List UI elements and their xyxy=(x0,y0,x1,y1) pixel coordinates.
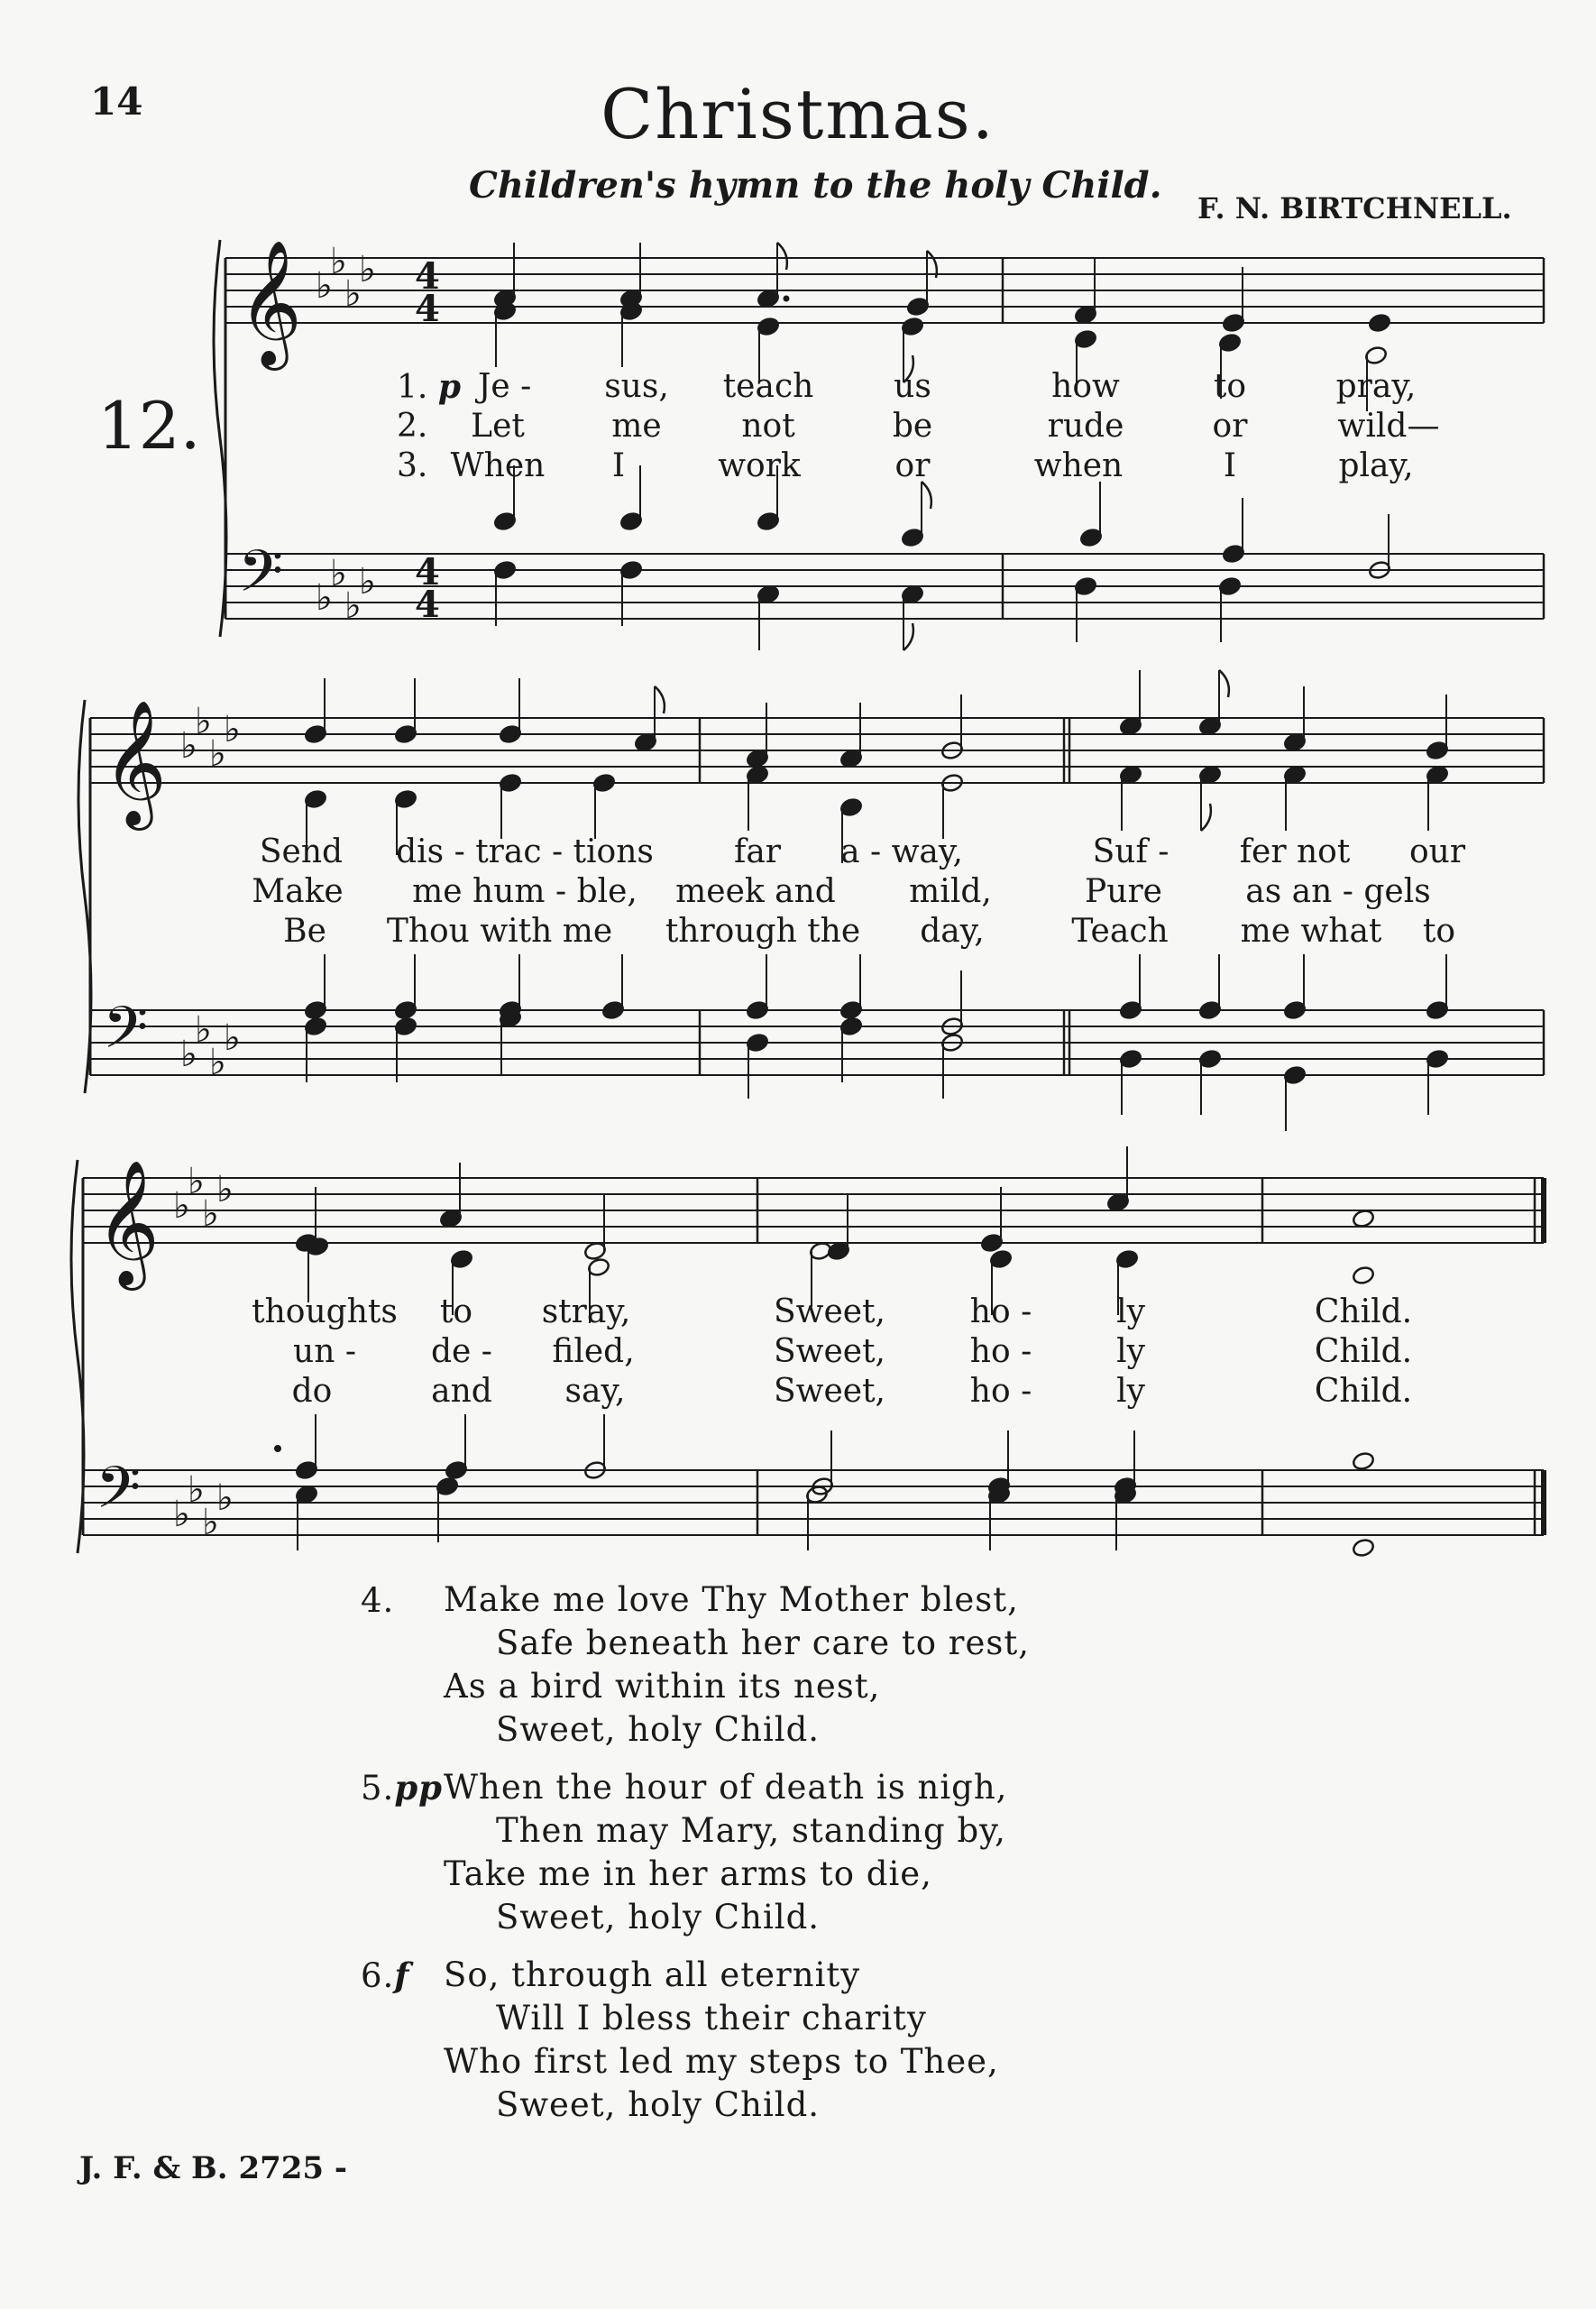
flat-sign: ♭ xyxy=(330,553,347,594)
lyric-syllable: Send xyxy=(259,833,344,870)
flat-sign: ♭ xyxy=(224,1017,241,1059)
lyric-syllable: pray, xyxy=(1335,368,1417,405)
hymn-subtitle: Children's hymn to the holy Child. xyxy=(469,164,1162,207)
flat-sign: ♭ xyxy=(202,1193,219,1235)
lyric-syllable: Pure xyxy=(1085,873,1162,910)
flat-sign: ♭ xyxy=(330,241,347,282)
verse-line: Sweet, holy Child. xyxy=(496,2085,821,2124)
verse-number: 1. p xyxy=(397,368,461,406)
lyric-syllable: I xyxy=(1223,447,1237,484)
note-head xyxy=(1352,1209,1375,1229)
note-flag xyxy=(1201,804,1211,831)
lyric-syllable: meek and xyxy=(675,873,836,910)
lyric-row-s2-v2 xyxy=(0,873,1596,913)
page-number: 14 xyxy=(90,79,143,124)
note-flag xyxy=(655,686,665,713)
lyric-syllable: a - way, xyxy=(840,833,963,870)
lyric-syllable: through the xyxy=(665,913,861,950)
hymn-number: 12. xyxy=(97,388,201,464)
lyric-syllable: Teach xyxy=(1071,913,1169,950)
flat-sign: ♭ xyxy=(173,1494,190,1535)
lyric-syllable: our xyxy=(1408,833,1466,870)
note-flag xyxy=(777,243,787,270)
note-flag xyxy=(903,623,913,650)
lyric-syllable: not xyxy=(741,408,795,445)
flat-sign: ♭ xyxy=(344,585,362,627)
flat-sign: ♭ xyxy=(209,733,226,775)
bass-clef: 𝄢 xyxy=(238,538,284,620)
note-head xyxy=(1352,1265,1375,1286)
lyric-syllable: ho - xyxy=(969,1333,1032,1370)
flat-sign: ♭ xyxy=(180,725,197,767)
lyric-syllable: stray, xyxy=(541,1293,631,1330)
lyric-syllable: or xyxy=(1212,408,1248,445)
lyric-syllable: and xyxy=(431,1373,492,1410)
treble-clef: 𝄞 xyxy=(103,700,167,825)
lyric-syllable: Sweet, xyxy=(774,1373,885,1410)
lyric-syllable: be xyxy=(892,408,933,445)
composer-name: F. N. BIRTCHNELL. xyxy=(1197,191,1512,225)
bass-clef: 𝄢 xyxy=(103,995,149,1076)
flat-sign: ♭ xyxy=(195,701,212,742)
lyric-row-s3-v1 xyxy=(0,1293,1596,1333)
lyric-row-s1-v1 xyxy=(0,368,1596,408)
lyric-row-s3-v2 xyxy=(0,1333,1596,1373)
lyric-syllable: wild— xyxy=(1337,408,1440,445)
verse-line: Who first led my steps to Thee, xyxy=(444,2042,999,2081)
lyric-syllable: Child. xyxy=(1314,1373,1413,1410)
lyric-syllable: Child. xyxy=(1314,1333,1413,1370)
lyric-syllable: Child. xyxy=(1314,1293,1413,1330)
page-title: Christmas. xyxy=(601,74,995,154)
treble-clef: 𝄞 xyxy=(238,240,302,365)
lyric-row-s1-v2 xyxy=(0,408,1596,447)
lyric-syllable: fer not xyxy=(1239,833,1351,870)
flat-sign: ♭ xyxy=(316,577,333,619)
lyric-syllable: how xyxy=(1051,368,1120,405)
lyric-syllable: far xyxy=(734,833,781,870)
stanza-4 xyxy=(361,1578,1030,1752)
bass-clef: 𝄢 xyxy=(96,1455,142,1536)
verse-line: As a bird within its nest, xyxy=(444,1667,881,1706)
verse-line: Then may Mary, standing by, xyxy=(496,1811,1006,1850)
lyric-syllable: I xyxy=(611,447,626,484)
verse-number: 2. xyxy=(397,408,428,445)
lyric-syllable: Je - xyxy=(478,368,532,405)
lyric-syllable: as an - gels xyxy=(1245,873,1431,910)
verse-line: Sweet, holy Child. xyxy=(496,1710,821,1749)
lyric-syllable: rude xyxy=(1047,408,1124,445)
lyric-row-s3-v3 xyxy=(0,1373,1596,1412)
time-signature-numerator: 4 xyxy=(415,255,440,298)
note-head xyxy=(1352,1538,1375,1559)
lyric-syllable: sus, xyxy=(604,368,669,405)
lyric-syllable: day, xyxy=(920,913,985,950)
flat-sign: ♭ xyxy=(344,273,362,315)
flat-sign: ♭ xyxy=(316,265,333,307)
lyric-syllable: do xyxy=(291,1373,333,1410)
flat-sign: ♭ xyxy=(195,1009,212,1051)
verse-line: Take me in her arms to die, xyxy=(444,1854,932,1893)
lyric-row-s1-v3 xyxy=(0,447,1596,487)
time-signature-numerator: 4 xyxy=(415,551,440,593)
lyric-syllable: mild, xyxy=(909,873,992,910)
lyric-syllable: Thou with me xyxy=(386,913,613,950)
lyric-syllable: to xyxy=(439,1293,473,1330)
flat-sign: ♭ xyxy=(202,1502,219,1543)
lyric-syllable: dis - trac - tions xyxy=(396,833,654,870)
lyric-syllable: me hum - ble, xyxy=(412,873,637,910)
lyric-syllable: teach xyxy=(722,368,814,405)
treble-clef: 𝄞 xyxy=(96,1160,160,1285)
flat-sign: ♭ xyxy=(188,1161,205,1202)
stanza-6 xyxy=(361,1954,1030,2127)
flat-sign: ♭ xyxy=(224,709,241,750)
verse-number: 3. xyxy=(397,447,428,484)
note-flag xyxy=(1219,670,1229,697)
flat-sign: ♭ xyxy=(188,1469,205,1511)
verse-line: Make me love Thy Mother blest, xyxy=(444,1580,1019,1619)
lyric-row-s2-v3 xyxy=(0,913,1596,952)
augmentation-dot xyxy=(784,296,790,302)
lyric-syllable: Sweet, xyxy=(774,1293,885,1330)
lyric-syllable: thoughts xyxy=(252,1293,398,1330)
lyric-syllable: Make xyxy=(252,873,344,910)
lyric-syllable: me what xyxy=(1240,913,1382,950)
lyric-syllable: Be xyxy=(283,913,326,950)
time-signature-denominator: 4 xyxy=(415,288,440,330)
flat-sign: ♭ xyxy=(216,1169,234,1210)
flat-sign: ♭ xyxy=(180,1034,197,1075)
lyric-syllable: de - xyxy=(431,1333,492,1370)
lyric-syllable: Suf - xyxy=(1092,833,1169,870)
verse-number: 4. xyxy=(361,1581,395,1620)
lyric-syllable: ly xyxy=(1116,1293,1145,1330)
staccato-dot xyxy=(274,1445,281,1452)
lyric-syllable: ho - xyxy=(969,1293,1032,1330)
flat-sign: ♭ xyxy=(359,249,376,290)
stanza-5 xyxy=(361,1766,1030,1939)
time-signature-denominator: 4 xyxy=(415,584,440,626)
lyric-row-s2-v1 xyxy=(0,833,1596,873)
lyric-syllable: play, xyxy=(1338,447,1414,484)
lyric-syllable: un - xyxy=(293,1333,356,1370)
verse-number: 5.pp xyxy=(361,1768,444,1808)
lyric-syllable: Sweet, xyxy=(774,1333,885,1370)
lyric-syllable: say, xyxy=(564,1373,626,1410)
lyric-syllable: ly xyxy=(1116,1373,1145,1410)
catalog-number: J. F. & B. 2725 - xyxy=(79,2150,348,2186)
note-head xyxy=(1352,1451,1375,1472)
verse-line: So, through all eternity xyxy=(444,1955,861,1994)
flat-sign: ♭ xyxy=(173,1185,190,1227)
lyric-syllable: When xyxy=(450,447,546,484)
additional-verses xyxy=(361,1578,1030,2141)
verse-line: Safe beneath her care to rest, xyxy=(496,1624,1030,1662)
lyric-syllable: when xyxy=(1033,447,1124,484)
lyric-syllable: or xyxy=(894,447,931,484)
note-head xyxy=(1368,313,1391,334)
lyric-syllable: ho - xyxy=(969,1373,1032,1410)
lyric-syllable: filed, xyxy=(552,1333,635,1370)
verse-line: Will I bless their charity xyxy=(496,1999,927,2038)
lyric-syllable: us xyxy=(894,368,931,405)
verse-number: 6.f xyxy=(361,1955,410,1995)
lyric-syllable: ly xyxy=(1116,1333,1145,1370)
verse-line: Sweet, holy Child. xyxy=(496,1898,821,1936)
lyric-syllable: Let xyxy=(471,408,525,445)
flat-sign: ♭ xyxy=(216,1477,234,1519)
verse-line: When the hour of death is nigh, xyxy=(444,1768,1008,1807)
lyric-syllable: me xyxy=(611,408,662,445)
lyric-syllable: work xyxy=(718,447,801,484)
lyric-syllable: to xyxy=(1213,368,1247,405)
flat-sign: ♭ xyxy=(209,1042,226,1083)
lyric-syllable: to xyxy=(1422,913,1456,950)
flat-sign: ♭ xyxy=(359,561,376,603)
